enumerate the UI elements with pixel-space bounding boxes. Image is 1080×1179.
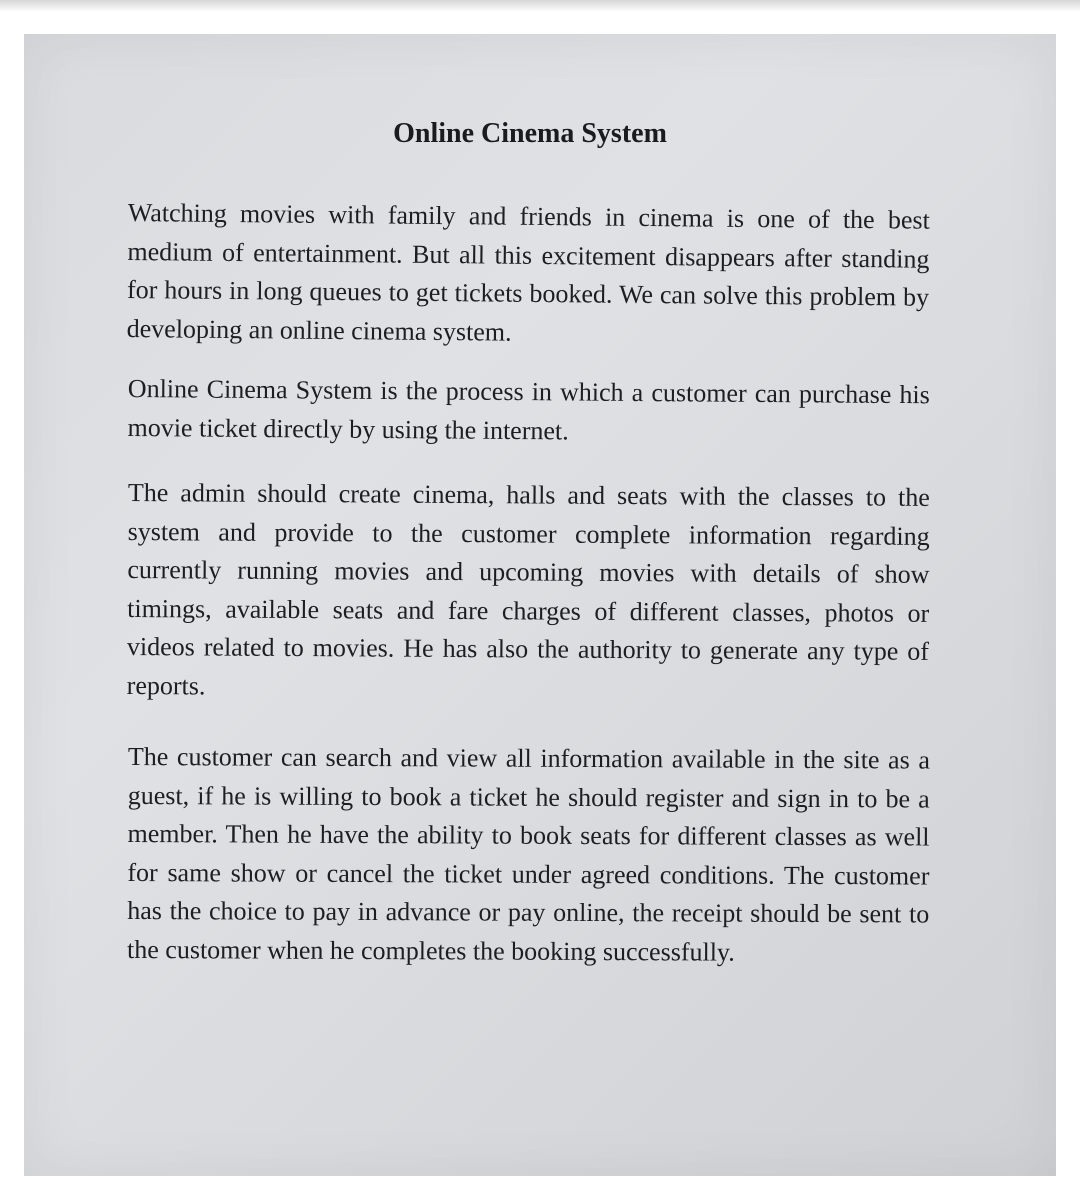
paragraph-intro: Watching movies with family and friends in cinema is one of the best medium of entertainment. But all this excitement disappears after standing for hours in long queues to get tickets booked. We can solve this problem by developing an online cinema system. xyxy=(126,197,930,347)
paragraph-definition: Online Cinema System is the process in which a customer can purchase his movie ticket directly by using the internet. xyxy=(127,373,930,446)
paragraph-admin: The admin should create cinema, halls and seats with the classes to the system and provide to the customer complete information regarding currently running movies and upcoming movies with details of show timings, available seats and fare charges of different classes, photos or videos related to movies. He has also the authority to generate any type of reports. xyxy=(126,477,930,701)
document-photo xyxy=(24,34,1056,1176)
top-edge-shadow xyxy=(0,0,1080,12)
document-title: Online Cinema System xyxy=(393,118,667,149)
paragraph-customer: The customer can search and view all information available in the site as a guest, if he is willing to book a ticket he should register and sign in to be a member. Then he have the ability to book seats for different classes as well for same show or cancel the ticket under agreed conditions. The customer has the choice to pay in advance or pay online, the receipt should be sent to the customer when he completes the booking successfully. xyxy=(127,741,930,967)
